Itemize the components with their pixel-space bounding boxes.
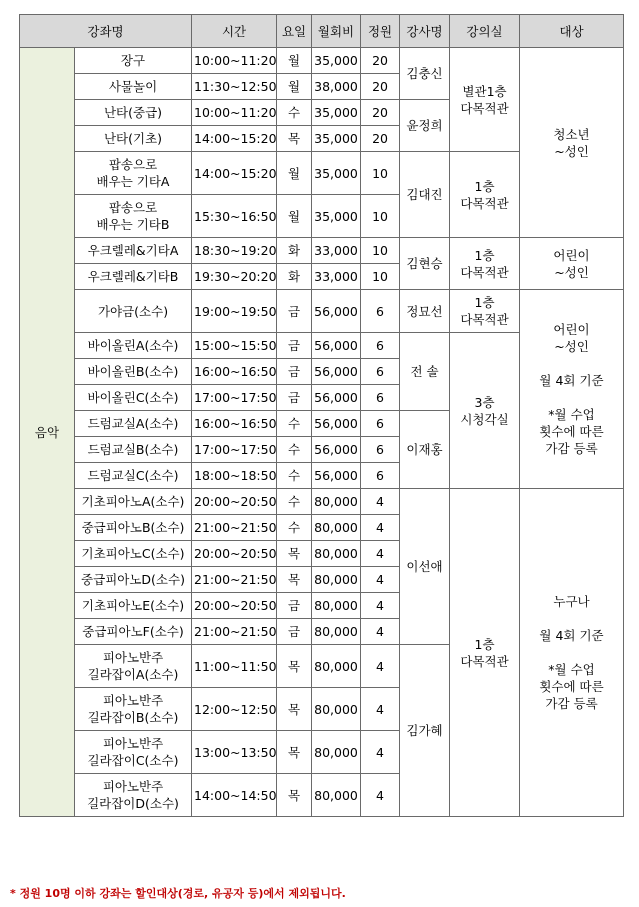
instructor-cell: 정묘선 bbox=[400, 290, 450, 333]
course-fee: 33,000 bbox=[312, 264, 361, 290]
header-room: 강의실 bbox=[450, 15, 520, 48]
course-day: 수 bbox=[277, 463, 312, 489]
course-day: 목 bbox=[277, 541, 312, 567]
course-name: 피아노반주 길라잡이C(소수) bbox=[75, 731, 192, 774]
course-fee: 80,000 bbox=[312, 619, 361, 645]
course-time: 13:00~13:50 bbox=[192, 731, 277, 774]
target-cell: 어린이 ~성인 월 4회 기준 *월 수업 횟수에 따른 가감 등록 bbox=[520, 290, 624, 489]
course-name: 드럼교실C(소수) bbox=[75, 463, 192, 489]
course-capacity: 6 bbox=[361, 333, 400, 359]
table-row bbox=[20, 489, 624, 515]
course-time: 16:00~16:50 bbox=[192, 359, 277, 385]
course-day: 화 bbox=[277, 264, 312, 290]
course-name: 바이올린B(소수) bbox=[75, 359, 192, 385]
room-cell: 1층 다목적관 bbox=[450, 238, 520, 290]
header-target: 대상 bbox=[520, 15, 624, 48]
course-day: 수 bbox=[277, 515, 312, 541]
course-name: 우크렐레&기타B bbox=[75, 264, 192, 290]
course-time: 18:00~18:50 bbox=[192, 463, 277, 489]
course-fee: 56,000 bbox=[312, 411, 361, 437]
course-name: 난타(중급) bbox=[75, 100, 192, 126]
course-capacity: 20 bbox=[361, 74, 400, 100]
course-name: 난타(기초) bbox=[75, 126, 192, 152]
course-fee: 35,000 bbox=[312, 126, 361, 152]
instructor-cell: 이재홍 bbox=[400, 411, 450, 489]
course-time: 16:00~16:50 bbox=[192, 411, 277, 437]
course-name: 팝송으로 배우는 기타A bbox=[75, 152, 192, 195]
course-name: 바이올린A(소수) bbox=[75, 333, 192, 359]
course-time: 14:00~15:20 bbox=[192, 126, 277, 152]
course-capacity: 4 bbox=[361, 774, 400, 817]
course-time: 21:00~21:50 bbox=[192, 515, 277, 541]
course-name: 사물놀이 bbox=[75, 74, 192, 100]
table-row bbox=[20, 48, 624, 74]
header-fee: 월회비 bbox=[312, 15, 361, 48]
course-time: 10:00~11:20 bbox=[192, 100, 277, 126]
course-day: 금 bbox=[277, 593, 312, 619]
instructor-cell: 김충신 bbox=[400, 48, 450, 100]
course-time: 20:00~20:50 bbox=[192, 541, 277, 567]
course-name: 중급피아노D(소수) bbox=[75, 567, 192, 593]
course-name: 중급피아노F(소수) bbox=[75, 619, 192, 645]
instructor-cell: 김가혜 bbox=[400, 645, 450, 817]
course-name: 팝송으로 배우는 기타B bbox=[75, 195, 192, 238]
course-name: 드럼교실A(소수) bbox=[75, 411, 192, 437]
course-capacity: 6 bbox=[361, 411, 400, 437]
course-day: 목 bbox=[277, 731, 312, 774]
course-day: 금 bbox=[277, 290, 312, 333]
course-name: 피아노반주 길라잡이B(소수) bbox=[75, 688, 192, 731]
course-day: 월 bbox=[277, 195, 312, 238]
room-cell: 1층 다목적관 bbox=[450, 489, 520, 817]
course-time: 11:00~11:50 bbox=[192, 645, 277, 688]
course-capacity: 6 bbox=[361, 437, 400, 463]
course-capacity: 4 bbox=[361, 731, 400, 774]
course-name: 가야금(소수) bbox=[75, 290, 192, 333]
course-time: 14:00~15:20 bbox=[192, 152, 277, 195]
course-fee: 56,000 bbox=[312, 437, 361, 463]
course-day: 금 bbox=[277, 359, 312, 385]
course-day: 목 bbox=[277, 774, 312, 817]
course-fee: 35,000 bbox=[312, 152, 361, 195]
course-time: 18:30~19:20 bbox=[192, 238, 277, 264]
category-cell: 음악 bbox=[20, 48, 75, 817]
course-day: 목 bbox=[277, 645, 312, 688]
instructor-cell: 전 솔 bbox=[400, 333, 450, 411]
course-capacity: 10 bbox=[361, 264, 400, 290]
room-cell: 별관1층 다목적관 bbox=[450, 48, 520, 152]
course-time: 10:00~11:20 bbox=[192, 48, 277, 74]
course-schedule-table bbox=[19, 14, 624, 817]
course-day: 목 bbox=[277, 126, 312, 152]
course-fee: 56,000 bbox=[312, 359, 361, 385]
course-day: 월 bbox=[277, 74, 312, 100]
course-day: 화 bbox=[277, 238, 312, 264]
course-day: 수 bbox=[277, 489, 312, 515]
course-time: 17:00~17:50 bbox=[192, 385, 277, 411]
course-time: 20:00~20:50 bbox=[192, 489, 277, 515]
header-capacity: 정원 bbox=[361, 15, 400, 48]
course-day: 금 bbox=[277, 619, 312, 645]
course-capacity: 10 bbox=[361, 195, 400, 238]
course-fee: 33,000 bbox=[312, 238, 361, 264]
course-day: 금 bbox=[277, 333, 312, 359]
course-time: 12:00~12:50 bbox=[192, 688, 277, 731]
header-instructor: 강사명 bbox=[400, 15, 450, 48]
course-fee: 80,000 bbox=[312, 731, 361, 774]
course-day: 수 bbox=[277, 411, 312, 437]
header-course-name: 강좌명 bbox=[20, 15, 192, 48]
course-day: 목 bbox=[277, 567, 312, 593]
course-day: 수 bbox=[277, 437, 312, 463]
course-capacity: 6 bbox=[361, 359, 400, 385]
course-fee: 80,000 bbox=[312, 593, 361, 619]
course-fee: 80,000 bbox=[312, 645, 361, 688]
course-fee: 35,000 bbox=[312, 100, 361, 126]
course-name: 피아노반주 길라잡이A(소수) bbox=[75, 645, 192, 688]
course-capacity: 4 bbox=[361, 489, 400, 515]
target-cell: 어린이 ~성인 bbox=[520, 238, 624, 290]
course-name: 기초피아노C(소수) bbox=[75, 541, 192, 567]
course-name: 우크렐레&기타A bbox=[75, 238, 192, 264]
course-name: 기초피아노E(소수) bbox=[75, 593, 192, 619]
course-time: 11:30~12:50 bbox=[192, 74, 277, 100]
course-fee: 56,000 bbox=[312, 290, 361, 333]
course-fee: 80,000 bbox=[312, 489, 361, 515]
course-capacity: 4 bbox=[361, 541, 400, 567]
course-capacity: 4 bbox=[361, 593, 400, 619]
header-row bbox=[20, 15, 624, 48]
course-name: 중급피아노B(소수) bbox=[75, 515, 192, 541]
course-capacity: 6 bbox=[361, 290, 400, 333]
target-cell: 청소년 ~성인 bbox=[520, 48, 624, 238]
course-capacity: 20 bbox=[361, 100, 400, 126]
course-day: 수 bbox=[277, 100, 312, 126]
course-capacity: 4 bbox=[361, 619, 400, 645]
course-time: 15:30~16:50 bbox=[192, 195, 277, 238]
target-cell: 누구나 월 4회 기준 *월 수업 횟수에 따른 가감 등록 bbox=[520, 489, 624, 817]
course-name: 피아노반주 길라잡이D(소수) bbox=[75, 774, 192, 817]
course-capacity: 4 bbox=[361, 515, 400, 541]
course-fee: 35,000 bbox=[312, 195, 361, 238]
room-cell: 1층 다목적관 bbox=[450, 290, 520, 333]
course-fee: 80,000 bbox=[312, 774, 361, 817]
header-day: 요일 bbox=[277, 15, 312, 48]
course-fee: 80,000 bbox=[312, 567, 361, 593]
course-time: 15:00~15:50 bbox=[192, 333, 277, 359]
table-row bbox=[20, 238, 624, 264]
course-day: 월 bbox=[277, 48, 312, 74]
course-time: 19:00~19:50 bbox=[192, 290, 277, 333]
course-capacity: 4 bbox=[361, 645, 400, 688]
course-fee: 80,000 bbox=[312, 515, 361, 541]
course-day: 월 bbox=[277, 152, 312, 195]
course-capacity: 20 bbox=[361, 126, 400, 152]
table-row bbox=[20, 290, 624, 333]
course-time: 19:30~20:20 bbox=[192, 264, 277, 290]
room-cell: 3층 시청각실 bbox=[450, 333, 520, 489]
course-day: 금 bbox=[277, 385, 312, 411]
instructor-cell: 이선애 bbox=[400, 489, 450, 645]
course-time: 14:00~14:50 bbox=[192, 774, 277, 817]
course-capacity: 6 bbox=[361, 463, 400, 489]
course-fee: 56,000 bbox=[312, 463, 361, 489]
course-capacity: 20 bbox=[361, 48, 400, 74]
course-capacity: 4 bbox=[361, 688, 400, 731]
course-day: 목 bbox=[277, 688, 312, 731]
footnote: * 정원 10명 이하 강좌는 할인대상(경로, 유공자 등)에서 제외됩니다. bbox=[10, 887, 346, 900]
course-name: 장구 bbox=[75, 48, 192, 74]
course-name: 바이올린C(소수) bbox=[75, 385, 192, 411]
room-cell: 1층 다목적관 bbox=[450, 152, 520, 238]
instructor-cell: 김현승 bbox=[400, 238, 450, 290]
header-time: 시간 bbox=[192, 15, 277, 48]
instructor-cell: 윤정희 bbox=[400, 100, 450, 152]
course-capacity: 10 bbox=[361, 238, 400, 264]
course-time: 17:00~17:50 bbox=[192, 437, 277, 463]
course-fee: 35,000 bbox=[312, 48, 361, 74]
course-fee: 56,000 bbox=[312, 333, 361, 359]
course-time: 21:00~21:50 bbox=[192, 619, 277, 645]
course-fee: 80,000 bbox=[312, 541, 361, 567]
course-name: 드럼교실B(소수) bbox=[75, 437, 192, 463]
course-name: 기초피아노A(소수) bbox=[75, 489, 192, 515]
course-capacity: 6 bbox=[361, 385, 400, 411]
course-fee: 56,000 bbox=[312, 385, 361, 411]
course-time: 20:00~20:50 bbox=[192, 593, 277, 619]
course-fee: 38,000 bbox=[312, 74, 361, 100]
course-capacity: 10 bbox=[361, 152, 400, 195]
instructor-cell: 김대진 bbox=[400, 152, 450, 238]
course-capacity: 4 bbox=[361, 567, 400, 593]
course-fee: 80,000 bbox=[312, 688, 361, 731]
course-time: 21:00~21:50 bbox=[192, 567, 277, 593]
